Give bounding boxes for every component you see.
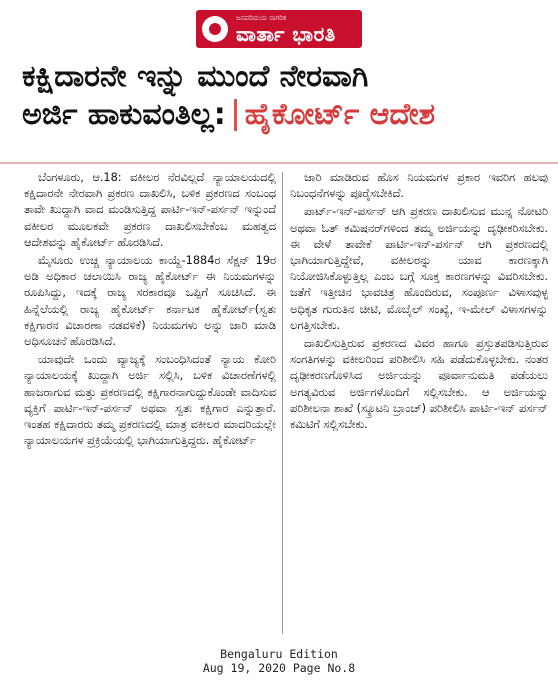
edition-name: Bengaluru Edition [220,647,338,661]
article-column-left [24,170,276,451]
masthead-logo [196,10,362,48]
paragraph: ದಾಖಲಿಸುತ್ತಿರುವ ಪ್ರಕರಣದ ವಿವರ ಹಾಗೂ ಪ್ರಸ್ತುತಪಡಿಸುತ್ತಿರುವ ಸಂಗತಿಗಳನ್ನು ವಕೀಲರಿಂದ ಪರಿಶೀಲಿಸಿ ಸಹಿ ಪಡೆದುಕೊಳ್ಳಬೇಕು. ನಂತರ ದೃಢೀಕರಣಗೊಳಿಸಿದ ಅರ್ಜಿಯನ್ನು ಪೂರ್ವಾನುಮತಿ ಪಡೆಯಲು ಅಗತ್ಯವಿರುವ ಅರ್ಜಿಗಳೊಂದಿಗೆ ಸಲ್ಲಿಸಬೇಕು. ಆ ಅರ್ಜಿಯನ್ನು ಪರಿಶೀಲನಾ ಶಾಖೆ (ಸ್ಕ್ರೂಟನಿ ಬ್ರಾಂಚ್) ಪರಿಶೀಲಿಸಿ ಪಾರ್ಟಿ-ಇನ್ ಪರ್ಸನ್ ಕಮಿಟಿಗೆ ಸಲ್ಲಿಸಬೇಕು. [290,337,548,432]
masthead-tagline: ಜನಪರಿಮಯ ನಾಗರಿಕ [236,13,287,22]
headline-line-2 [22,96,542,134]
headline-divider [0,162,558,164]
headline [22,58,542,134]
article-column-right [290,170,548,435]
headline-separator [234,99,237,131]
edition-date-page: Aug 19, 2020 Page No.8 [202,661,356,675]
paragraph: ಬೆಂಗಳೂರು, ಆ.18: ವಕೀಲರ ನೆರವಿಲ್ಲದೆ ನ್ಯಾಯಾಲಯದಲ್ಲಿ ಕಕ್ಷಿದಾರನೇ ನೇರವಾಗಿ ಪ್ರಕರಣ ದಾಖಲಿಸಿ, ಬಳಿಕ ಪ್ರಕರಣದ ಸಂಬಂಧ ತಾವೇ ಖುದ್ದಾಗಿ ವಾದ ಮಂಡಿಸುತ್ತಿದ್ದ ಪಾರ್ಟಿ-ಇನ್-ಪರ್ಸನ್ ಇನ್ನುಂದೆ ವಕೀಲರ ಮೂಲಕವೇ ಪ್ರಕರಣ ದಾಖಲಿಸಬೇಕೆಂಬ ಮಹತ್ವದ ಆದೇಶವನ್ನು ಹೈಕೋರ್ಟ್ ಹೊರಡಿಸಿದೆ. [24,171,276,249]
headline-line-2-main: ಅರ್ಜಿ ಹಾಕುವಂತಿಲ್ಲ: [22,97,226,132]
paragraph: ಮೈಸೂರು ಉಚ್ಚ ನ್ಯಾಯಾಲಯ ಕಾಯ್ದೆ-1884ರ ಸೆಕ್ಷನ್ 19ರ ಅಡಿ ಅಧಿಕಾರ ಚಲಾಯಿಸಿ ರಾಜ್ಯ ಹೈಕೋರ್ಟ್ ಈ ನಿಯಮಗಳನ್ನು ರೂಪಿಸಿದ್ದು, ಇದಕ್ಕೆ ರಾಜ್ಯ ಸರಕಾರವೂ ಒಪ್ಪಿಗೆ ಸೂಚಿಸಿದೆ. ಈ ಹಿನ್ನೆಲೆಯಲ್ಲಿ ರಾಜ್ಯ ಹೈಕೋರ್ಟ್ ಕರ್ನಾಟಕ ಹೈಕೋರ್ಟ್(ಸ್ವತಃ ಕಕ್ಷಿಗಾರನ ವಿಚಾರಣಾ ನಡವಳಿಕೆ) ನಿಯಮಗಳು ಅನ್ನು ಜಾರಿ ಮಾಡಿ ಅಧಿಸೂಚನೆ ಹೊರಡಿಸಿದೆ. [24,254,276,349]
column-divider [282,172,283,634]
paragraph: ಜಾರಿ ಮಾಡಿರುವ ಹೊಸ ನಿಯಮಗಳ ಪ್ರಕಾರ ಇವರಿಗ ಹಲವು ನಿಬಂಧನೆಗಳನ್ನು ಪೂರೈಸಬೇಕಿದೆ. [290,171,548,201]
paragraph: ಪಾರ್ಟ್-ಇನ್-ಪರ್ಸನ್ ಆಗಿ ಪ್ರಕರಣ ದಾಖಲಿಸುವ ಮುನ್ನ ನೋಟರಿ ಅಥವಾ ಓತ್ ಕಮಿಷನರ್‌ಗಳಿಂದ ತಮ್ಮ ಅರ್ಜಿಯನ್ನು ದೃಢೀಕರಿಸಬೇಕು. ಈ ವೇಳೆ ತಾವೇಕೆ ಪಾರ್ಟಿ-ಇನ್-ಪರ್ಸನ್ ಆಗಿ ಪ್ರಕರಣದಲ್ಲಿ ಭಾಗಿಯಾಗುತ್ತಿದ್ದೇವೆ, ವಕೀಲರನ್ನು ಯಾವ ಕಾರಣಕ್ಕಾಗಿ ನಿಯೋಜಿಸಿಕೊಳ್ಳುತ್ತಿಲ್ಲ ಎಂಬ ಬಗ್ಗೆ ಸೂಕ್ತ ಕಾರಣಗಳನ್ನು ವಿವರಿಸಬೇಕು. ಜತೆಗೆ ಇತ್ತೀಚಿನ ಭಾವಚಿತ್ರ ಹೊಂದಿರುವ, ಸಂಪೂರ್ಣ ವಿಳಾಸವುಳ್ಳ ಅಧಿಕೃತ ಗುರುತಿನ ಚೀಟಿ, ಮೊಬೈಲ್ ಸಂಖ್ಯೆ, ಇ-ಮೇಲ್ ವಿಳಾಸಗಳನ್ನು ಲಗತ್ತಿಸಬೇಕು. [290,205,548,332]
headline-line-1: ಕಕ್ಷಿದಾರನೇ ಇನ್ನು ಮುಂದೆ ನೇರವಾಗಿ [22,59,369,94]
paragraph: ಯಾವುದೇ ಒಂದು ವ್ಯಾಜ್ಯಕ್ಕೆ ಸಂಬಂಧಿಸಿದಂತೆ ನ್ಯಾಯ ಕೋರಿ ನ್ಯಾಯಾಲಯಕ್ಕೆ ಖುದ್ದಾಗಿ ಅರ್ಜಿ ಸಲ್ಲಿಸಿ, ಬಳಿಕ ವಿಚಾರಣೆಗಳಲ್ಲಿ ಹಾಜರಾಗುವ ಮತ್ತು ಪ್ರಕರಣದಲ್ಲಿ ಕಕ್ಷಿಗಾರನಾಗುದ್ದುಕೊಂಡೇ ವಾದಿಸುವ ವ್ಯಕ್ತಿಗೆ ಪಾರ್ಟಿ-ಇನ್-ಪರ್ಸನ್ ಅಥವಾ ಸ್ವತಃ ಕಕ್ಷಿಗಾರ ಎನ್ನುತ್ತಾರೆ. ಇಂತಹ ಕಕ್ಷಿದಾರರು ತಮ್ಮ ಪ್ರಕರಣದಲ್ಲಿ ಮಾತ್ರ ವಕೀಲರ ಮಾದರಿಯಲ್ಲೇ ನ್ಯಾಯಾಲಯಗಳ ಪ್ರಕ್ರಿಯೆಯಲ್ಲಿ ಭಾಗಿಯಾಗುತ್ತಿದ್ದರು. ಹೈಕೋರ್ಟ್ [24,353,276,448]
masthead-name: ವಾರ್ತಾ ಭಾರತಿ [236,21,336,46]
edition-footer [0,647,558,675]
headline-line-2-highlight: ಹೈಕೋರ್ಟ್ ಆದೇಶ [244,97,436,132]
logo-emblem-icon [202,16,228,42]
